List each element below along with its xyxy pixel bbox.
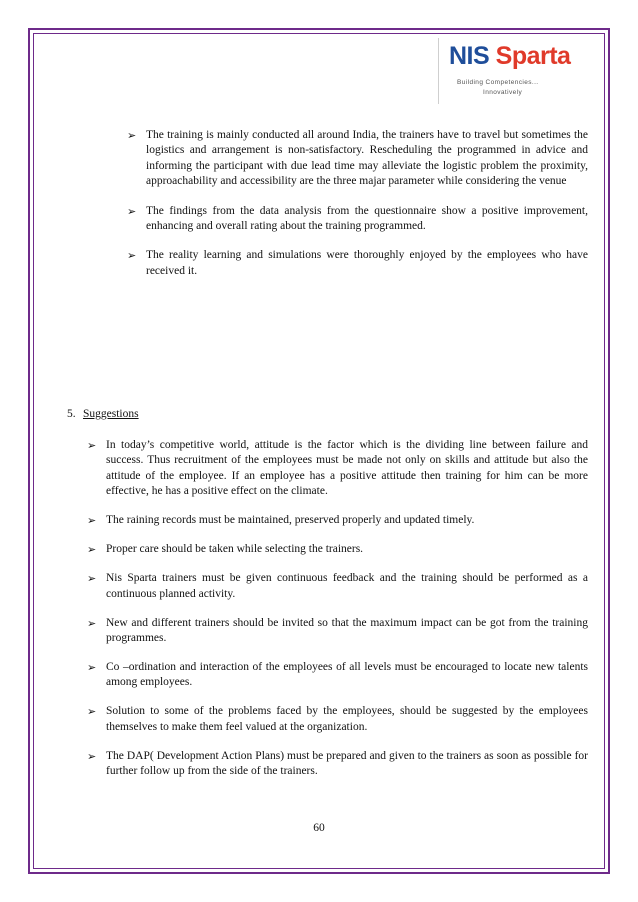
logo-tagline-1: Building Competencies... [457, 79, 539, 86]
list-item [87, 438, 588, 500]
finding-text: The training is mainly conducted all around India, the trainers have to travel but sometimes the logistics and arrangement is non-satisfactory. Rescheduling the programmed in advice and informing the participant with due lead time may alleviate the logistic problem the proximity, approachability and accessibility are the three majar parameter while considering the venue [146, 129, 588, 188]
arrow-bullet-icon: ➢ [127, 204, 137, 218]
list-item [87, 704, 588, 735]
list-item [87, 616, 588, 647]
list-item [127, 248, 588, 279]
list-item [87, 513, 588, 528]
list-item [87, 571, 588, 602]
list-item [87, 749, 588, 780]
arrow-bullet-icon: ➢ [87, 514, 97, 528]
section-heading [67, 407, 139, 422]
section-number: 5. [67, 408, 76, 420]
finding-text: The findings from the data analysis from the questionnaire show a positive improvement, enhancing and overall rating about the training programmed. [146, 204, 588, 233]
arrow-bullet-icon: ➢ [87, 616, 97, 630]
arrow-bullet-icon: ➢ [87, 439, 97, 452]
logo-tagline [457, 78, 539, 98]
arrow-bullet-icon: ➢ [127, 249, 137, 263]
suggestion-text: In today’s competitive world, attitude is the factor which is the dividing line between failure and success. Thus recruitment of the employees must be made not only on skills and attitude but also the attitude of the employee. If an employee has a positive attitude then training for him can be more effective, he has a positive effect on the climate. [106, 439, 588, 498]
arrow-bullet-icon: ➢ [87, 572, 97, 586]
arrow-bullet-icon: ➢ [87, 543, 97, 557]
arrow-bullet-icon: ➢ [87, 705, 97, 719]
suggestion-text: Co –ordination and interaction of the employees of all levels must be encouraged to locate new talents among employees. [106, 661, 588, 689]
list-item [87, 660, 588, 691]
suggestion-text: Nis Sparta trainers must be given continuous feedback and the training should be performed as a continuous planned activity. [106, 572, 588, 600]
suggestion-text: New and different trainers should be invited so that the maximum impact can be got from the training programmes. [106, 616, 588, 645]
logo-divider [438, 38, 439, 104]
page-number: 60 [313, 822, 325, 834]
logo-sparta: Sparta [495, 42, 571, 70]
list-item [127, 204, 588, 235]
suggestion-text: The DAP( Development Action Plans) must be prepared and given to the trainers as soon as possible for further follow up from the side of the trainers. [106, 749, 588, 778]
finding-text: The reality learning and simulations were thoroughly enjoyed by the employees who have received it. [146, 249, 588, 277]
suggestion-text: The raining records must be maintained, preserved properly and updated timely. [106, 514, 475, 527]
arrow-bullet-icon: ➢ [127, 129, 137, 142]
list-item [87, 542, 588, 557]
arrow-bullet-icon: ➢ [87, 661, 97, 675]
logo-wordmark [449, 42, 570, 71]
list-item [127, 128, 588, 190]
logo-tagline-2: Innovatively [483, 89, 523, 96]
findings-list [127, 128, 588, 293]
logo-nis: NIS [449, 42, 490, 70]
suggestion-text: Solution to some of the problems faced by the employees, should be suggested by the employees themselves to make them feel valued at the organization. [106, 705, 588, 733]
nis-sparta-logo [441, 40, 591, 104]
suggestions-list [87, 438, 588, 793]
suggestion-text: Proper care should be taken while selecting the trainers. [106, 543, 364, 556]
arrow-bullet-icon: ➢ [87, 749, 97, 763]
section-title: Suggestions [83, 408, 139, 420]
